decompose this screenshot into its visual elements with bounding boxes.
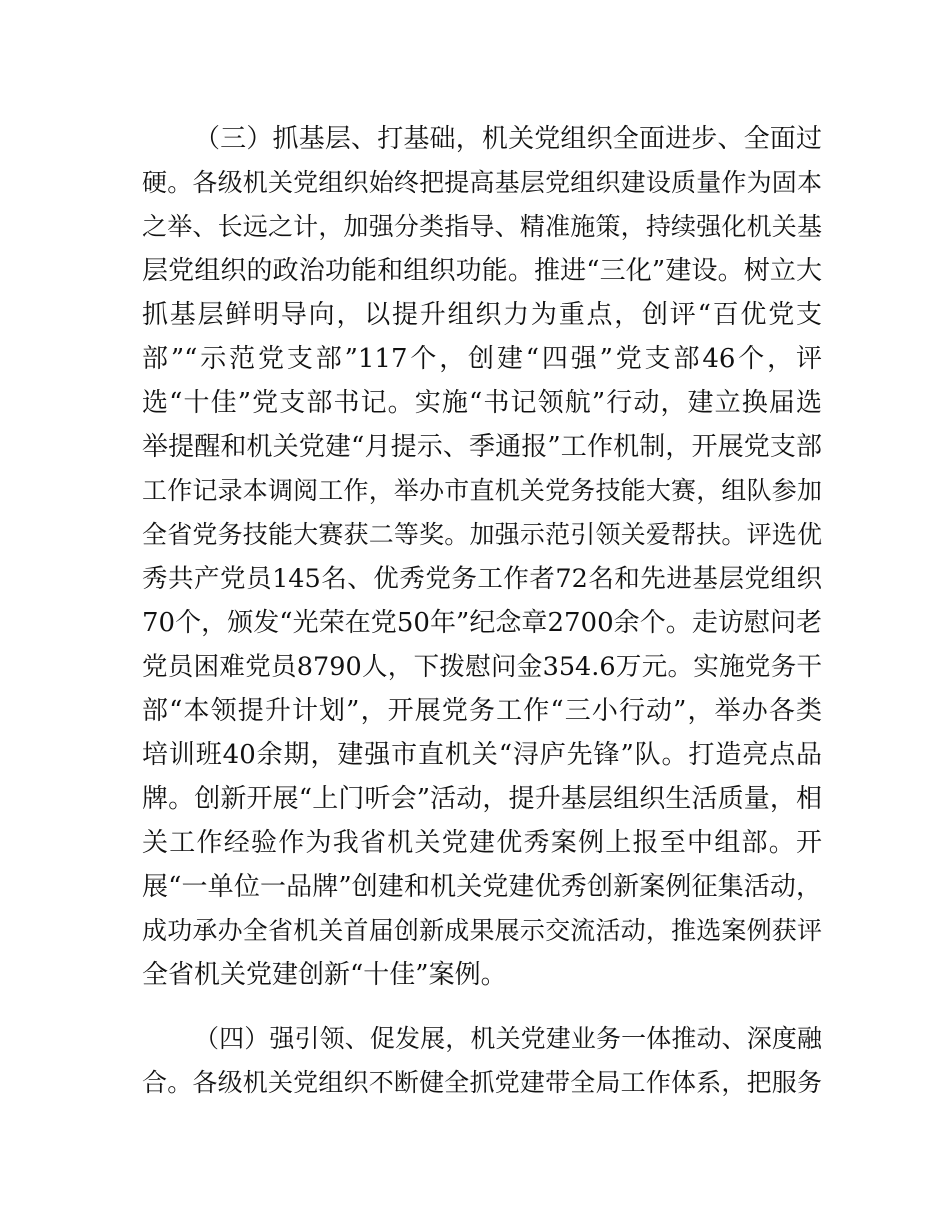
- text-line: 工作记录本调阅工作，举办市直机关党务技能大赛，组队参加: [142, 476, 822, 505]
- text-line: 合。各级机关党组织不断健全抓党建带全局工作体系，把服务: [142, 1068, 822, 1097]
- text-line: 之举、长远之计，加强分类指导、精准施策，持续强化机关基: [142, 212, 822, 241]
- text-line: 举提醒和机关党建“月提示、季通报”工作机制，开展党支部: [142, 432, 822, 462]
- text-line: 关工作经验作为我省机关党建优秀案例上报至中组部。开: [142, 828, 822, 858]
- text-line: 全省机关党建创新“十佳”案例。: [142, 960, 507, 990]
- text-line: 党员困难党员8790人，下拨慰问金354.6万元。实施党务干: [142, 652, 822, 682]
- text-line: 硬。各级机关党组织始终把提高基层党组织建设质量作为固本: [142, 168, 822, 197]
- text-line: 选“十佳”党支部书记。实施“书记领航”行动，建立换届选: [142, 388, 822, 418]
- text-line: 牌。创新开展“上门听会”活动，提升基层组织生活质量，相: [142, 784, 822, 814]
- text-line: 秀共产党员145名、优秀党务工作者72名和先进基层党组织: [142, 564, 822, 594]
- text-line: 成功承办全省机关首届创新成果展示交流活动，推选案例获评: [142, 916, 822, 945]
- text-line: 抓基层鲜明导向，以提升组织力为重点，创评“百优党支: [142, 300, 822, 330]
- text-line: （三）抓基层、打基础，机关党组织全面进步、全面过: [194, 124, 822, 154]
- text-line: 培训班40余期，建强市直机关“浔庐先锋”队。打造亮点品: [142, 740, 822, 770]
- text-line: 部”“示范党支部”117个，创建“四强”党支部46个，评: [142, 344, 822, 374]
- text-line: 部“本领提升计划”，开展党务工作“三小行动”，举办各类: [142, 696, 822, 726]
- text-line: （四）强引领、促发展，机关党建业务一体推动、深度融: [194, 1024, 822, 1053]
- text-line: 全省党务技能大赛获二等奖。加强示范引领关爱帮扶。评选优: [142, 520, 822, 549]
- text-line: 展“一单位一品牌”创建和机关党建优秀创新案例征集活动，: [142, 872, 822, 902]
- text-line: 层党组织的政治功能和组织功能。推进“三化”建设。树立大: [142, 256, 822, 286]
- text-line: 70个，颁发“光荣在党50年”纪念章2700余个。走访慰问老: [142, 608, 822, 638]
